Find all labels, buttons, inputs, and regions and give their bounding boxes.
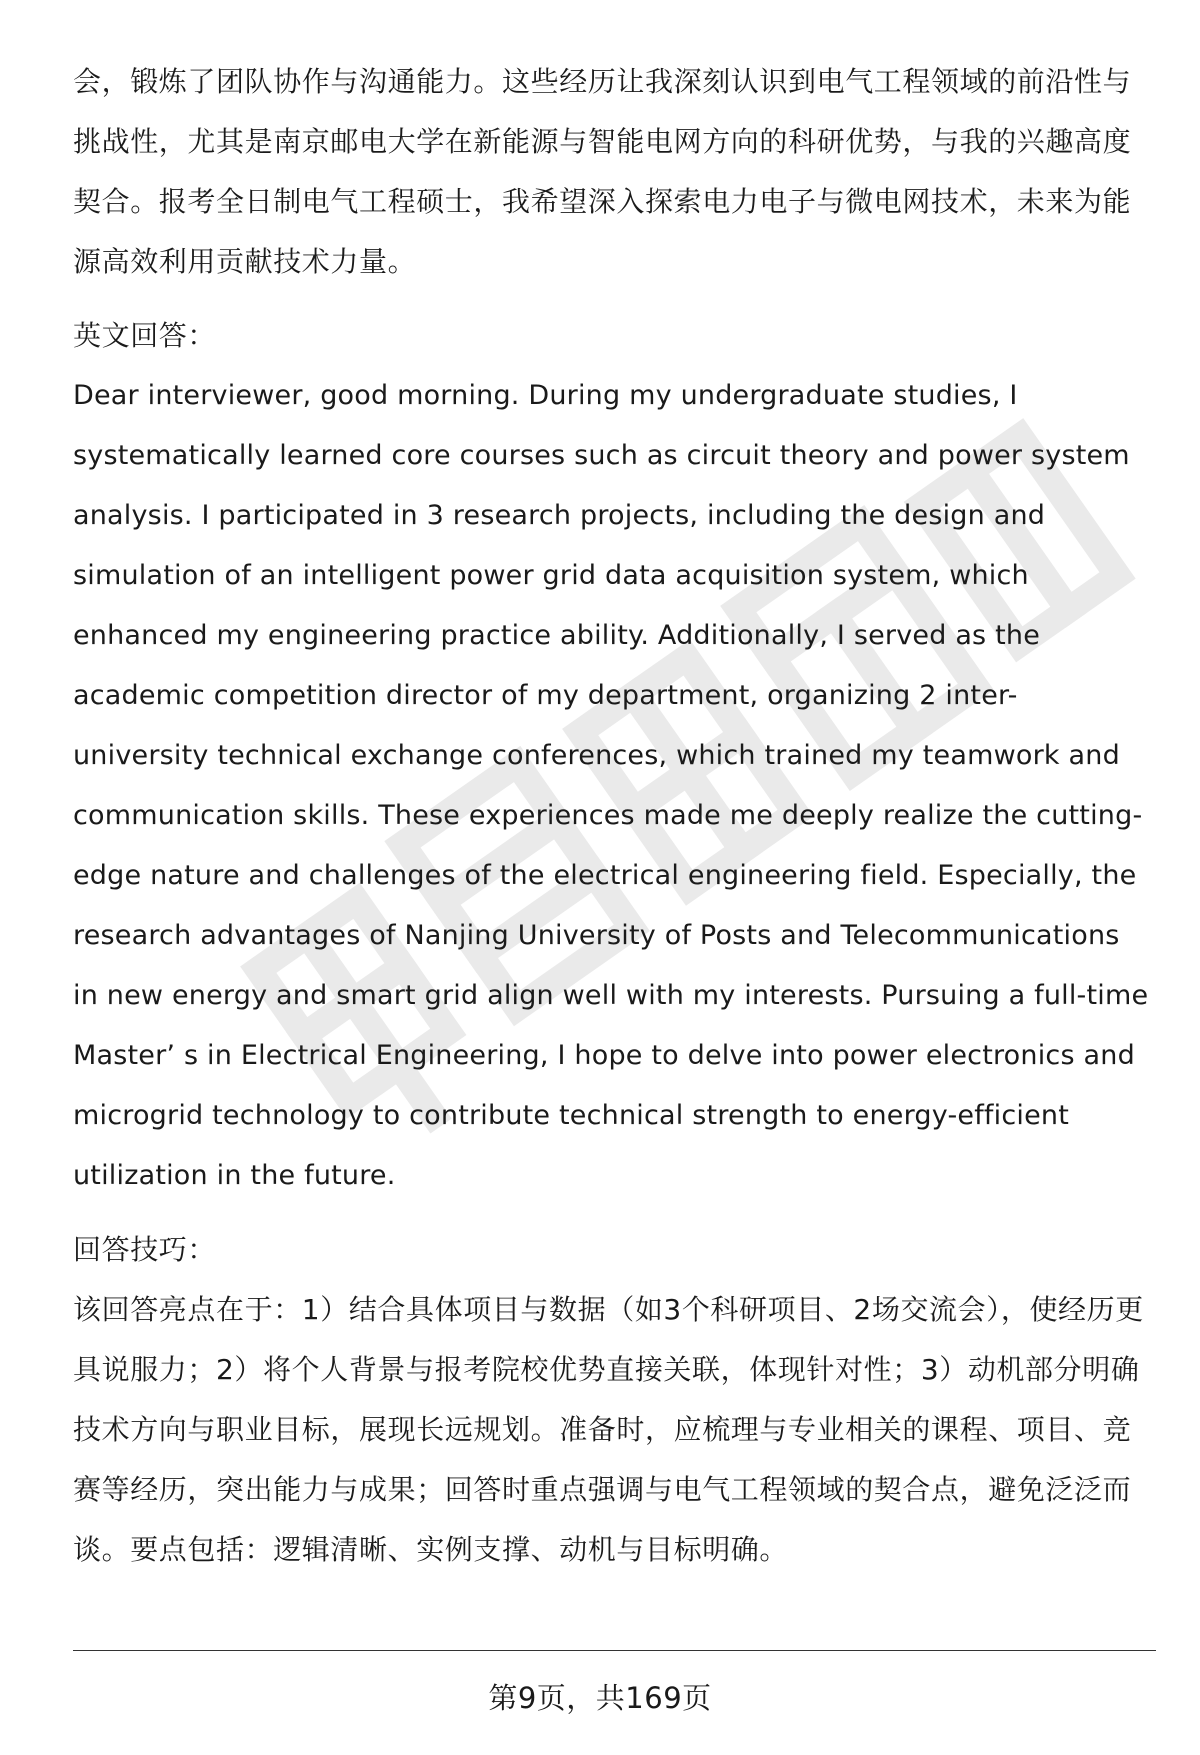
- english-answer-paragraph: Dear interviewer, good morning. During my undergraduate studies, I systematically learned core courses such as circuit theory and power system analysis. I participated in 3 research projects, including the design and simulation of an intelligent power grid data acquisition system, which enhanced my engineering practice ability. Additionally, I served as the academic competition director of my department, organizing 2 inter-university technical exchange conferences, which trained my teamwork and communication skills. These experiences made me deeply realize the cutting-edge nature and challenges of the electrical engineering field. Especially, the research advantages of Nanjing University of Posts and Telecommunications in new energy and smart grid align well with my interests. Pursuing a full-time Master’ s in Electrical Engineering, I hope to delve into power electronics and microgrid technology to contribute technical strength to energy-efficient utilization in the future.: [73, 380, 1149, 1191]
- answer-tips-paragraph: 该回答亮点在于：1）结合具体项目与数据（如3个科研项目、2场交流会），使经历更具说服力；2）将个人背景与报考院校优势直接关联，体现针对性；3）动机部分明确技术方向与职业目标，展现长远规划。准备时，应梳理与专业相关的课程、项目、竞赛等经历，突出能力与成果；回答时重点强调与电气工程领域的契合点，避免泛泛而谈。要点包括：逻辑清晰、实例支撑、动机与目标明确。: [73, 1293, 1144, 1566]
- footer-divider: [73, 1650, 1156, 1651]
- english-answer-heading: 英文回答：: [73, 319, 217, 352]
- intro-paragraph-tail: 会，锻炼了团队协作与沟通能力。这些经历让我深刻认识到电气工程领域的前沿性与挑战性，尤其是南京邮电大学在新能源与智能电网方向的科研优势，与我的兴趣高度契合。报考全日制电气工程硕士，我希望深入探索电力电子与微电网技术，未来为能源高效利用贡献技术力量。: [73, 65, 1132, 278]
- page-number-label: 第9页，共169页: [488, 1681, 712, 1715]
- document-body: [73, 52, 1153, 1580]
- answer-tips-heading: 回答技巧：: [73, 1233, 217, 1266]
